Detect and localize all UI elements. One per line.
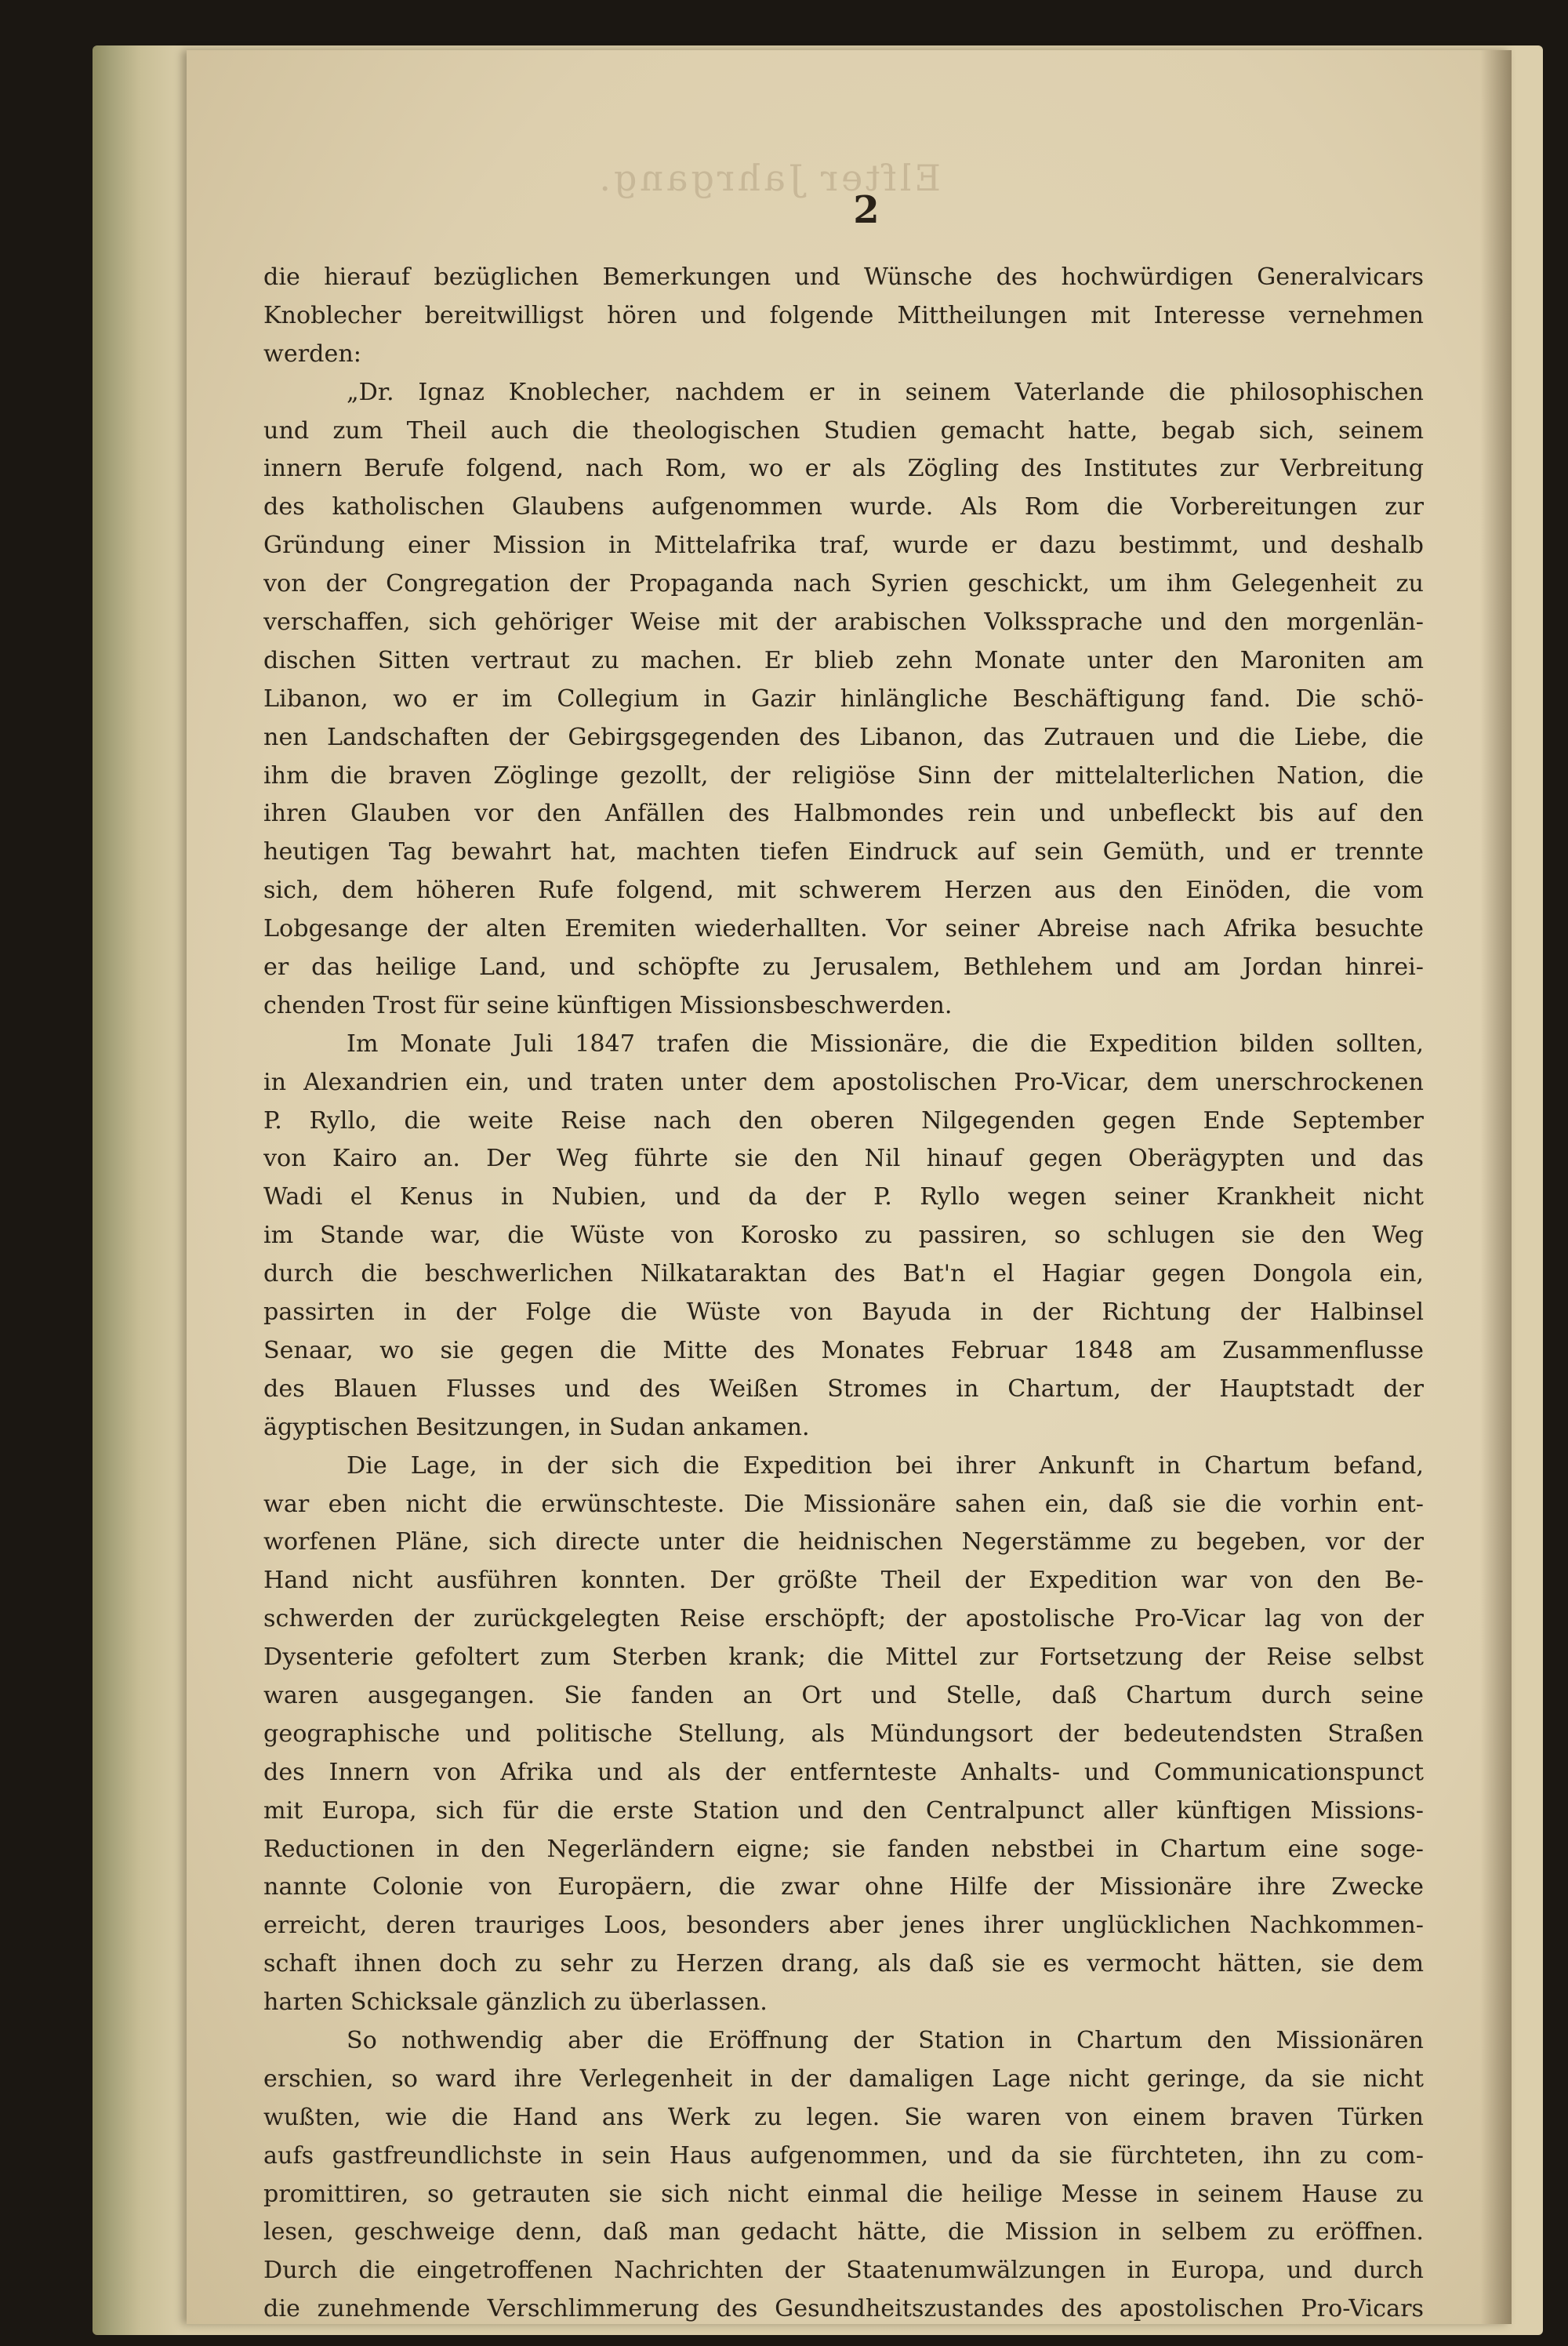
text-line: ihren Glauben vor den Anfällen des Halbmondes rein und unbefleckt bis auf den [263,800,1424,828]
text-line: Gründung einer Mission in Mittelafrika traf, wurde er dazu bestimmt, und deshalb [263,532,1424,560]
text-line: Dysenterie gefoltert zum Sterben krank; die Mittel zur Fortsetzung der Reise selbst [263,1643,1424,1672]
text-line: „Dr. Ignaz Knoblecher, nachdem er in seinem Vaterlande die philosophischen [347,378,1424,406]
text-line: von Kairo an. Der Weg führte sie den Nil hinauf gegen Oberägypten und das [263,1145,1424,1173]
text-line: ihm die braven Zöglinge gezollt, der religiöse Sinn der mittelalterlichen Nation, die [263,761,1424,790]
text-line: Wadi el Kenus in Nubien, und da der P. Ryllo wegen seiner Krankheit nicht [263,1183,1424,1211]
body-text [263,259,1424,2329]
text-line: Durch die eingetroffenen Nachrichten der Staatenumwälzungen in Europa, und durch [263,2257,1424,2285]
text-line: harten Schicksale gänzlich zu überlassen. [263,1988,768,2017]
text-line: Reductionen in den Negerländern eigne; sie fanden nebstbei in Chartum eine soge- [263,1835,1424,1863]
text-line: im Stande war, die Wüste von Korosko zu passiren, so schlugen sie den Weg [263,1222,1424,1250]
text-line: lesen, geschweige denn, daß man gedacht hätte, die Mission in selbem zu eröffnen. [263,2218,1424,2246]
text-line: mit Europa, sich für die erste Station und den Centralpunct aller künftigen Missions- [263,1796,1424,1825]
page-number: 2 [853,188,880,232]
text-line: durch die beschwerlichen Nilkataraktan des Bat'n el Hagiar gegen Dongola ein, [263,1260,1424,1288]
text-line: waren ausgegangen. Sie fanden an Ort und Stelle, daß Chartum durch seine [263,1681,1424,1709]
text-line: Die Lage, in der sich die Expedition bei ihrer Ankunft in Chartum befand, [347,1451,1424,1480]
text-line: er das heilige Land, und schöpfte zu Jerusalem, Bethlehem und am Jordan hinrei- [263,953,1424,982]
text-line: geographische und politische Stellung, als Mündungsort der bedeutendsten Straßen [263,1720,1424,1748]
text-line: Hand nicht ausführen konnten. Der größte Theil der Expedition war von den Be- [263,1567,1424,1595]
page-gutter-shadow [1480,50,1512,2324]
text-line: passirten in der Folge die Wüste von Bayuda in der Richtung der Halbinsel [263,1298,1424,1327]
text-line: So nothwendig aber die Eröffnung der Station in Chartum den Missionären [347,2026,1424,2054]
text-line: aufs gastfreundlichste in sein Haus aufgenommen, und da sie fürchteten, ihn zu com- [263,2141,1424,2170]
text-line: ägyptischen Besitzungen, in Sudan ankamen. [263,1413,810,1441]
text-line: wußten, wie die Hand ans Werk zu legen. Sie waren von einem braven Türken [263,2103,1424,2131]
text-line: chenden Trost für seine künftigen Missionsbeschwerden. [263,991,953,1019]
text-line: die hierauf bezüglichen Bemerkungen und Wünsche des hochwürdigen Generalvicars [263,263,1424,291]
text-line: und zum Theil auch die theologischen Studien gemacht hatte, begab sich, seinem [263,416,1424,445]
text-line: promittiren, so getrauten sie sich nicht einmal die heilige Messe in seinem Hause zu [263,2180,1424,2208]
text-line: heutigen Tag bewahrt hat, machten tiefen Eindruck auf sein Gemüth, und er trennte [263,838,1424,866]
text-line: P. Ryllo, die weite Reise nach den oberen Nilgegenden gegen Ende September [263,1106,1424,1135]
text-line: verschaffen, sich gehöriger Weise mit der arabischen Volkssprache und den morgenlän- [263,608,1424,637]
text-line: Lobgesange der alten Eremiten wiederhallten. Vor seiner Abreise nach Afrika besuchte [263,915,1424,943]
text-line: war eben nicht die erwünschteste. Die Missionäre sahen ein, daß sie die vorhin ent- [263,1490,1424,1518]
text-line: schaft ihnen doch zu sehr zu Herzen drang, als daß sie es vermocht hätten, sie dem [263,1950,1424,1978]
text-line: die zunehmende Verschlimmerung des Gesundheitszustandes des apostolischen Pro-Vicars [263,2295,1424,2323]
text-line: nen Landschaften der Gebirgsgegenden des Libanon, das Zutrauen und die Liebe, die [263,723,1424,751]
text-line: in Alexandrien ein, und traten unter dem apostolischen Pro-Vicar, dem unerschrockenen [263,1068,1424,1096]
text-line: des Blauen Flusses und des Weißen Stromes in Chartum, der Hauptstadt der [263,1375,1424,1403]
text-line: innern Berufe folgend, nach Rom, wo er als Zögling des Institutes zur Verbreitung [263,455,1424,483]
text-line: Im Monate Juli 1847 trafen die Missionäre, die die Expedition bilden sollten, [347,1030,1424,1058]
text-line: des katholischen Glaubens aufgenommen wurde. Als Rom die Vorbereitungen zur [263,493,1424,521]
text-line: Senaar, wo sie gegen die Mitte des Monates Februar 1848 am Zusammenflusse [263,1336,1424,1364]
text-line: worfenen Pläne, sich directe unter die heidnischen Negerstämme zu begeben, vor der [263,1528,1424,1556]
text-line: des Innern von Afrika und als der entfernteste Anhalts- und Communicationspunct [263,1758,1424,1786]
text-line: dischen Sitten vertraut zu machen. Er blieb zehn Monate unter den Maroniten am [263,646,1424,674]
text-line: Knoblecher bereitwilligst hören und folgende Mittheilungen mit Interesse vernehmen [263,301,1424,329]
text-line: nannte Colonie von Europäern, die zwar ohne Hilfe der Missionäre ihre Zwecke [263,1873,1424,1901]
text-line: Libanon, wo er im Collegium in Gazir hinlängliche Beschäftigung fand. Die schö- [263,685,1424,713]
text-line: sich, dem höheren Rufe folgend, mit schwerem Herzen aus den Einöden, die vom [263,877,1424,905]
text-line: schwerden der zurückgelegten Reise erschöpft; der apostolische Pro-Vicar lag von der [263,1605,1424,1633]
text-line: erschien, so ward ihre Verlegenheit in der damaligen Lage nicht geringe, da sie nicht [263,2065,1424,2093]
text-line: von der Congregation der Propaganda nach Syrien geschickt, um ihm Gelegenheit zu [263,570,1424,598]
text-line: werden: [263,340,361,368]
bleed-through-heading: Elfter Jahrgang. [596,157,941,199]
text-line: erreicht, deren trauriges Loos, besonders aber jenes ihrer unglücklichen Nachkommen- [263,1912,1424,1940]
